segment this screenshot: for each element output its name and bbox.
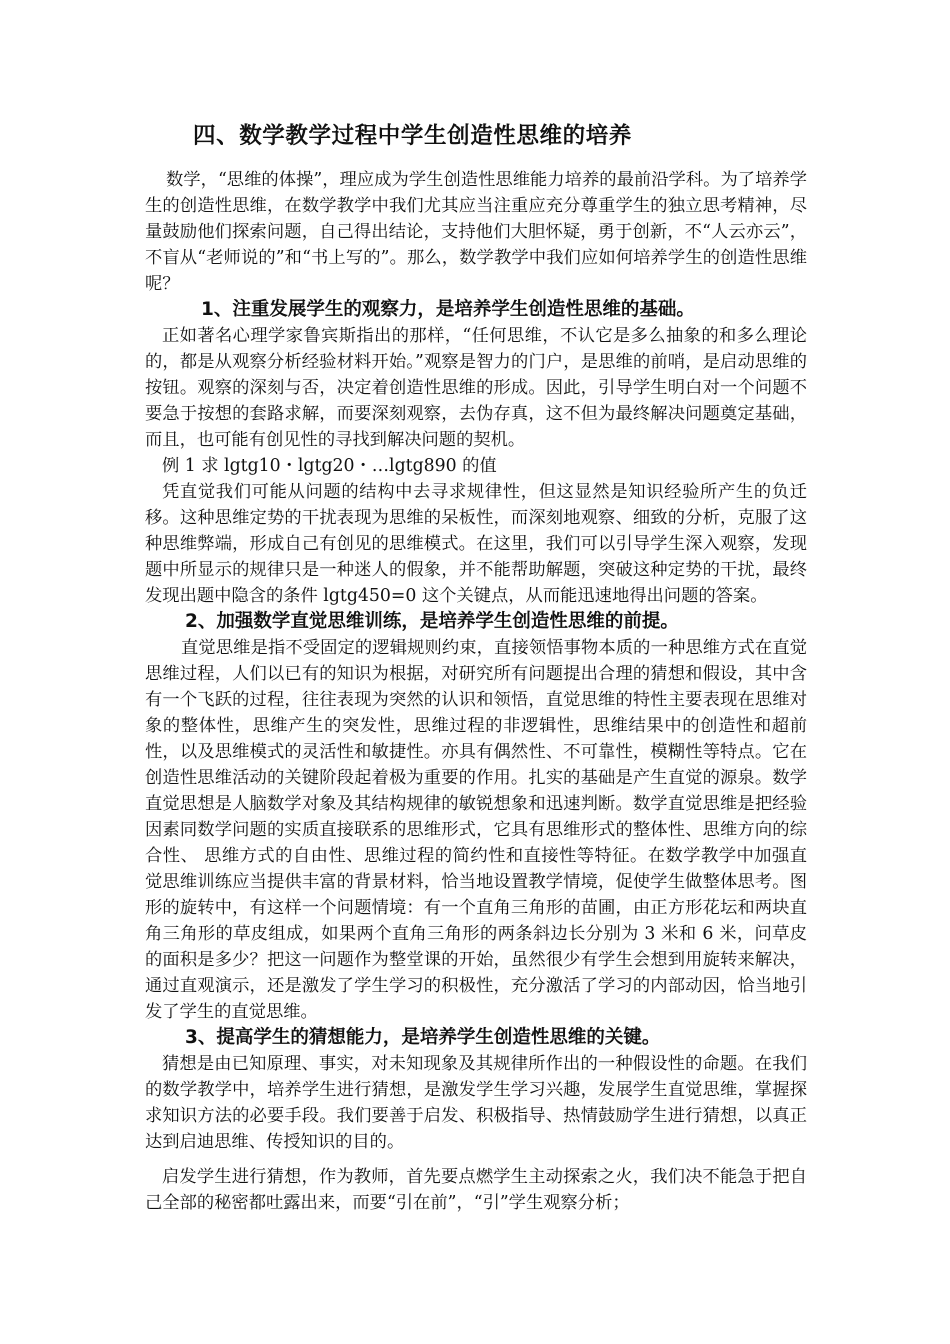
section-3-paragraph-2: 启发学生进行猜想，作为教师，首先要点燃学生主动探索之火，我们决不能急于把自己全部的秘密都吐露出来，而要“引在前”，“引”学生观察分析； bbox=[145, 1167, 807, 1213]
section-2-paragraph: 直觉思维是指不受固定的逻辑规则约束，直接领悟事物本质的一种思维方式在直觉思维过程，人们以已有的知识为根据，对研究所有问题提出合理的猜想和假设，其中含有一个飞跃的过程，往往表现为突然的认识和领悟，直觉思维的特性主要表现在思维对象的整体性，思维产生的突发性，思维过程的非逻辑性，思维结果中的创造性和超前性，以及思维模式的灵活性和敏捷性。亦具有偶然性、不可靠性，模糊性等特点。它在创造性思维活动的关键阶段起着极为重要的作用。扎实的基础是产生直觉的源泉。数学直觉思想是人脑数学对象及其结构规律的敏锐想象和迅速判断。数学直觉思维是把经验因素同数学问题的实质直接联系的思维形式，它具有思维形式的整体性、思维方向的综合性、 思维方式的自由性、思维过程的简约性和直接性等特征。在数学教学中加强直觉思维训练应当提供丰富的背景材料，恰当地设置教学情境，促使学生做整体思考。图形的旋转中，有这样一个问题情境：有一个直角三角形的苗圃，由正方形花坛和两块直角三角形的草皮组成，如果两个直角三角形的两条斜边长分别为 3 米和 6 米，问草皮的面积是多少？把这一问题作为整堂课的开始，虽然很少有学生会想到用旋转来解决，通过直观演示，还是激发了学生学习的积极性，充分激活了学习的内部动因，恰当地引发了学生的直觉思维。 bbox=[145, 638, 807, 1022]
example-1: 例 1 求 lgtg10・lgtg20・…lgtg890 的值 bbox=[162, 456, 497, 476]
section-3-heading: 3、提高学生的猜想能力，是培养学生创造性思维的关键。 bbox=[185, 1027, 661, 1048]
section-2-heading: 2、加强数学直觉思维训练，是培养学生创造性思维的前提。 bbox=[185, 611, 679, 632]
intro-paragraph: 数学，“思维的体操”，理应成为学生创造性思维能力培养的最前沿学科。为了培养学生的创造性思维，在数学教学中我们尤其应当注重应充分尊重学生的独立思考精神，尽量鼓励他们探索问题，自己得出结论，支持他们大胆怀疑，勇于创新，不“人云亦云”，不盲从“老师说的”和“书上写的”。那么，数学教学中我们应如何培养学生的创造性思维呢？ bbox=[145, 170, 807, 294]
section-1-paragraph: 正如著名心理学家鲁宾斯指出的那样，“任何思维，不认它是多么抽象的和多么理论的，都是从观察分析经验材料开始。”观察是智力的门户，是思维的前哨，是启动思维的按钮。观察的深刻与否，决定着创造性思维的形成。因此，引导学生明白对一个问题不要急于按想的套路求解，而要深刻观察，去伪存真，这不但为最终解决问题奠定基础，而且，也可能有创见性的寻找到解决问题的契机。 bbox=[145, 326, 807, 450]
document-page bbox=[145, 118, 807, 1216]
section-3-paragraph: 猜想是由已知原理、事实，对未知现象及其规律所作出的一种假设性的命题。在我们的数学教学中，培养学生进行猜想，是激发学生学习兴趣，发展学生直觉思维，掌握探求知识方法的必要手段。我们要善于启发、积极指导、热情鼓励学生进行猜想，以真正达到启迪思维、传授知识的目的。 bbox=[145, 1054, 807, 1152]
section-1-heading: 1、注重发展学生的观察力，是培养学生创造性思维的基础。 bbox=[201, 299, 695, 320]
document-title: 四、数学教学过程中学生创造性思维的培养 bbox=[193, 123, 632, 149]
section-1-paragraph-2: 凭直觉我们可能从问题的结构中去寻求规律性，但这显然是知识经验所产生的负迁移。这种思维定势的干扰表现为思维的呆板性，而深刻地观察、细致的分析，克服了这种思维弊端，形成自己有创见的思维模式。在这里，我们可以引导学生深入观察，发现题中所显示的规律只是一种迷人的假象，并不能帮助解题，突破这种定势的干扰，最终发现出题中隐含的条件 lgtg450=0 这个关键点，从而能迅速地得出问题的答案。 bbox=[145, 482, 807, 606]
